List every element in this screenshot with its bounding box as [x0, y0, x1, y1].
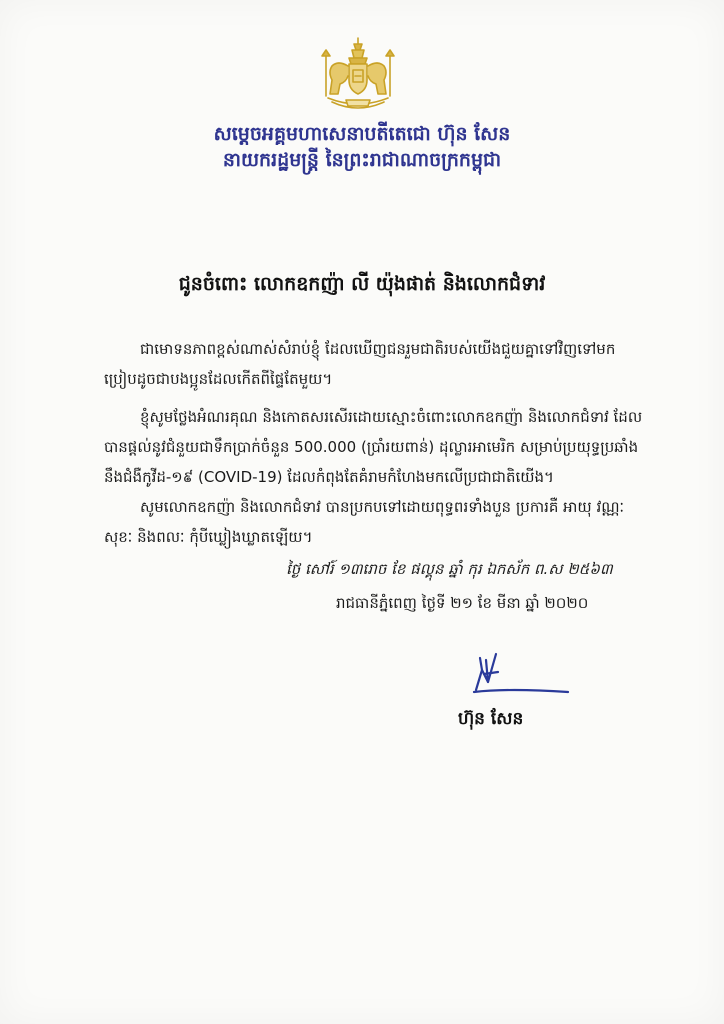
body-paragraph-2: [104, 402, 643, 492]
lunar-date: ថ្ងៃ សៅរ៍ ១៣រោច ខែ ផល្គុន ឆ្នាំ កុរ ឯកស័ក ព.ស ២៥៦៣: [286, 560, 613, 578]
sender-name: សម្ដេចអគ្គមហាសេនាបតីតេជោ ហ៊ុន សែន: [213, 123, 511, 145]
sender-title: នាយករដ្ឋមន្ត្រី នៃព្រះរាជាណាចក្រកម្ពុជា: [222, 149, 502, 171]
paragraph-line: ប្រៀបដូចជាបងប្អូនដែលកើតពីផ្ទៃតែមួយ។: [104, 370, 333, 388]
solar-date: រាជធានីភ្នំពេញ ថ្ងៃទី ២១ ខែ មីនា ឆ្នាំ ២០២០: [336, 594, 589, 612]
paragraph-line: ជាមោទនភាពខ្ពស់ណាស់សំរាប់ខ្ញុំ ដែលឃើញជនរួមជាតិរបស់យើងជួយគ្នាទៅវិញទៅមក: [140, 340, 616, 358]
handwritten-signature: [468, 652, 572, 698]
royal-emblem-icon: [318, 36, 398, 112]
paragraph-line: សូមលោកឧកញ៉ា និងលោកជំទាវ បានប្រកបទៅដោយពុទ្ធពរទាំងបួន ប្រការគឺ អាយុ វណ្ណៈ: [140, 498, 625, 516]
body-paragraph-1: [104, 334, 634, 394]
body-paragraph-3: [104, 492, 634, 552]
recipient-line: ជូនចំពោះ លោកឧកញ៉ា លី យ៉ុងផាត់ និងលោកជំទាវ: [178, 273, 546, 295]
paragraph-line: ខ្ញុំសូមថ្លែងអំណរគុណ និងកោតសរសើរដោយស្មោះចំពោះលោកឧកញ៉ា និងលោកជំទាវ ដែល: [140, 408, 643, 426]
signer-name: ហ៊ុន សែន: [458, 709, 524, 729]
paragraph-line: សុខៈ និងពលៈ កុំបីឃ្លៀងឃ្លាតឡើយ។: [104, 528, 313, 546]
paragraph-line: បានផ្តល់នូវជំនួយជាទឹកប្រាក់ចំនួន 500.000 (ប្រាំរយពាន់) ដុល្លារអាមេរិក សម្រាប់ប្រយុទ្ធប្រឆាំង: [104, 438, 639, 456]
paragraph-line: នឹងជំងឺកូវីដ-១៩ (COVID-19) ដែលកំពុងតែគំរាមកំហែងមកលើប្រជាជាតិយើង។: [104, 468, 554, 486]
